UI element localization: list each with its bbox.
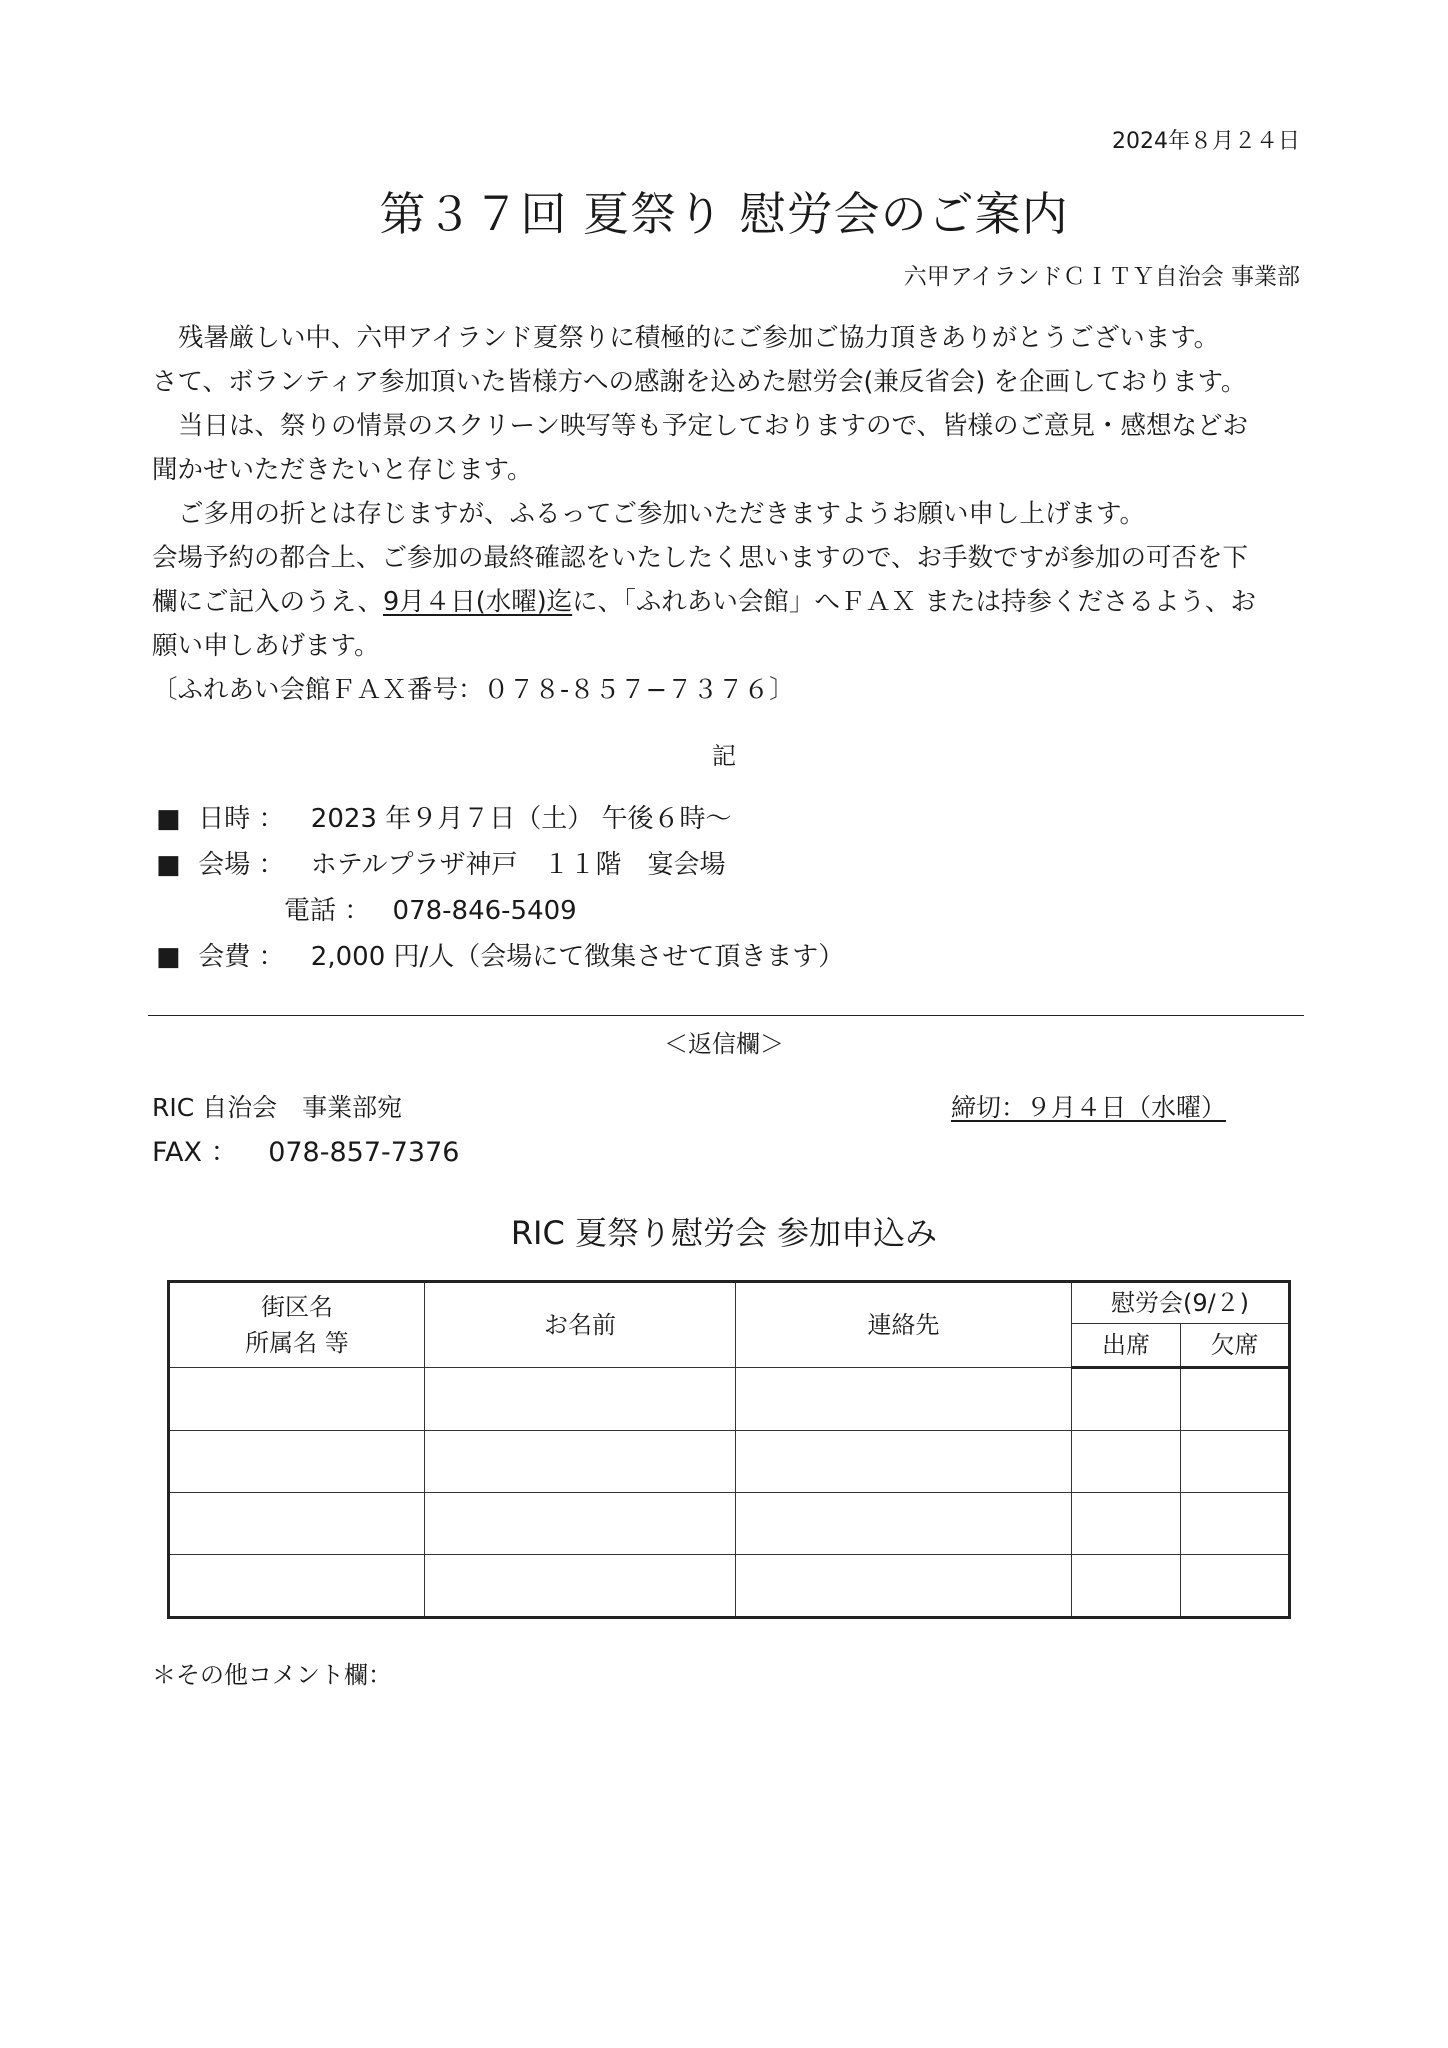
bullet-icon: ■ bbox=[156, 850, 181, 880]
section-divider bbox=[148, 1015, 1304, 1016]
table-row bbox=[169, 1493, 1290, 1555]
ki-heading: 記 bbox=[712, 742, 736, 770]
header-district-line1: 街区名 bbox=[261, 1293, 333, 1321]
body-line-6: 会場予約の都合上、ご参加の最終確認をいたしたく思いますので、お手数ですが参加の可否を下 bbox=[152, 543, 1248, 573]
body-line-8: 願い申しあげます。 bbox=[152, 631, 380, 661]
venue-value: ホテルプラザ神戸 １１階 宴会場 bbox=[310, 850, 726, 880]
attend-cell[interactable] bbox=[1072, 1368, 1181, 1431]
bullet-icon: ■ bbox=[156, 804, 181, 834]
body-line-4: 聞かせいただきたいと存じます。 bbox=[152, 455, 533, 485]
detail-phone bbox=[284, 890, 577, 927]
comment-label: ＊その他コメント欄： bbox=[152, 1661, 392, 1689]
body-line-1: 残暑厳しい中、六甲アイランド夏祭りに積極的にご参加ご協力頂きありがとうございます。 bbox=[178, 323, 1220, 353]
reply-deadline: 締切：９月４日（水曜） bbox=[951, 1093, 1227, 1122]
absent-cell[interactable] bbox=[1181, 1431, 1290, 1493]
name-cell[interactable] bbox=[425, 1368, 736, 1431]
document-date: 2024年８月２４日 bbox=[1112, 129, 1300, 154]
phone-label: 電話 ： bbox=[284, 896, 371, 926]
attend-cell[interactable] bbox=[1072, 1493, 1181, 1555]
contact-cell[interactable] bbox=[736, 1493, 1072, 1555]
fax-number-note: 〔ふれあい会館ＦＡＸ番号：０７８-８５７−７３７６〕 bbox=[152, 675, 795, 705]
fax-label: FAX ： bbox=[152, 1137, 238, 1168]
body-line-7 bbox=[152, 582, 1256, 618]
header-district bbox=[169, 1282, 425, 1368]
absent-cell[interactable] bbox=[1181, 1493, 1290, 1555]
body-line-2: さて、ボランティア参加頂いた皆様方への感謝を込めた慰労会(兼反省会) を企画しております。 bbox=[152, 367, 1247, 397]
table-row bbox=[169, 1431, 1290, 1493]
district-cell[interactable] bbox=[169, 1493, 425, 1555]
name-cell[interactable] bbox=[425, 1555, 736, 1618]
venue-label: 会場 ： bbox=[198, 850, 285, 880]
contact-cell[interactable] bbox=[736, 1431, 1072, 1493]
fee-value: 2,000 円/人（会場にて徴集させて頂きます） bbox=[310, 942, 845, 972]
header-district-line2: 所属名 等 bbox=[245, 1329, 349, 1357]
reply-heading: ＜返信欄＞ bbox=[664, 1030, 784, 1058]
header-attend: 出席 bbox=[1072, 1324, 1181, 1368]
organization-name: 六甲アイランドＣＩＴＹ自治会 事業部 bbox=[903, 264, 1300, 290]
fax-number: 078-857-7376 bbox=[268, 1137, 460, 1168]
attend-cell[interactable] bbox=[1072, 1555, 1181, 1618]
district-cell[interactable] bbox=[169, 1431, 425, 1493]
header-name: お名前 bbox=[425, 1282, 736, 1368]
document-title: 第３７回 夏祭り 慰労会のご案内 bbox=[379, 187, 1069, 241]
header-absent: 欠席 bbox=[1181, 1324, 1290, 1368]
detail-fee bbox=[156, 936, 844, 973]
attend-cell[interactable] bbox=[1072, 1431, 1181, 1493]
district-cell[interactable] bbox=[169, 1555, 425, 1618]
table-row bbox=[169, 1555, 1290, 1618]
fee-label: 会費 ： bbox=[198, 942, 285, 972]
absent-cell[interactable] bbox=[1181, 1368, 1290, 1431]
application-form-table bbox=[167, 1280, 1291, 1619]
table-row bbox=[169, 1368, 1290, 1431]
body-line-7-pre: 欄にご記入のうえ、 bbox=[152, 587, 384, 617]
body-line-3: 当日は、祭りの情景のスクリーン映写等も予定しておりますので、皆様のご意見・感想などお bbox=[178, 411, 1248, 441]
reply-fax bbox=[152, 1130, 459, 1169]
reply-addressee: RIC 自治会 事業部宛 bbox=[152, 1093, 403, 1122]
contact-cell[interactable] bbox=[736, 1368, 1072, 1431]
header-contact: 連絡先 bbox=[736, 1282, 1072, 1368]
datetime-label: 日時 ： bbox=[198, 804, 285, 834]
header-party: 慰労会(9/２) bbox=[1072, 1282, 1290, 1324]
phone-value: 078-846-5409 bbox=[392, 896, 577, 926]
form-title: RIC 夏祭り慰労会 参加申込み bbox=[510, 1214, 938, 1252]
detail-venue bbox=[156, 844, 726, 881]
contact-cell[interactable] bbox=[736, 1555, 1072, 1618]
name-cell[interactable] bbox=[425, 1493, 736, 1555]
bullet-icon: ■ bbox=[156, 942, 181, 972]
detail-datetime bbox=[156, 798, 732, 835]
body-line-7-post: に、「ふれあい会館」へＦＡＸ または持参くださるよう、お bbox=[572, 587, 1257, 617]
datetime-value: 2023 年９月７日（土） 午後６時～ bbox=[310, 804, 732, 834]
body-line-5: ご多用の折とは存じますが、ふるってご参加いただきますようお願い申し上げます。 bbox=[178, 499, 1145, 529]
absent-cell[interactable] bbox=[1181, 1555, 1290, 1618]
district-cell[interactable] bbox=[169, 1368, 425, 1431]
name-cell[interactable] bbox=[425, 1431, 736, 1493]
reply-deadline-highlight: 9月４日(水曜)迄 bbox=[383, 587, 573, 617]
